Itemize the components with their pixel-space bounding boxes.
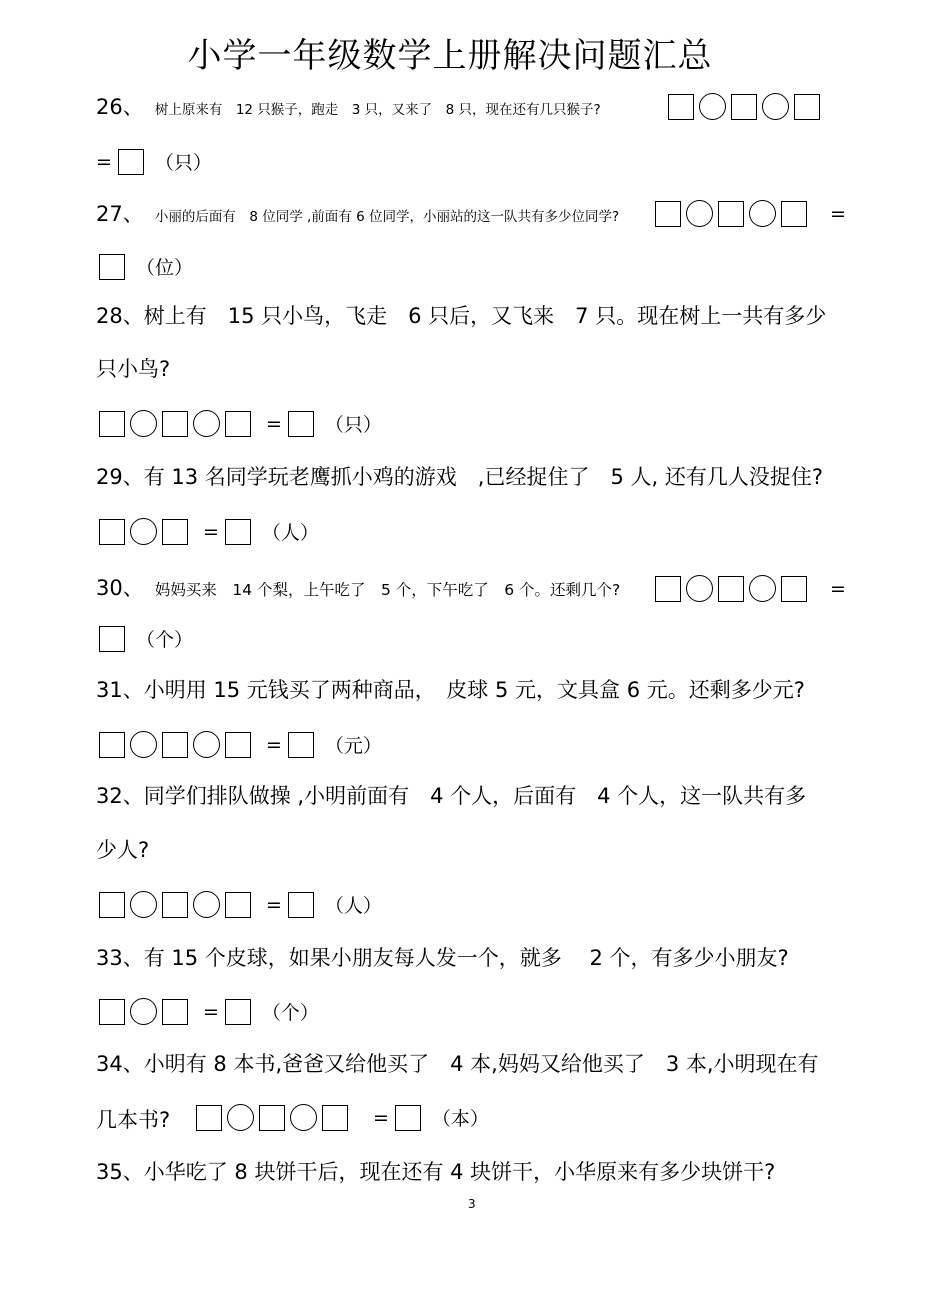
operator-circle[interactable] <box>130 518 157 545</box>
answer-box[interactable] <box>162 892 188 918</box>
equals-sign: = <box>830 577 846 600</box>
problem-number: 28、 <box>96 304 144 328</box>
problem-number: 27、 <box>96 202 144 226</box>
answer-box[interactable] <box>162 732 188 758</box>
problem-text: 几本书? <box>96 1108 171 1132</box>
problem-34-cont <box>96 1110 170 1131</box>
result-box[interactable] <box>99 626 125 652</box>
equals-sign: = <box>203 1000 219 1023</box>
equals-sign: = <box>830 202 846 225</box>
problem-26 <box>96 97 601 118</box>
operator-circle[interactable] <box>130 731 157 758</box>
problem-text: 有 13 名同学玩老鹰抓小鸡的游戏 ,已经捉住了 5 人, 还有几人没捉住? <box>143 465 824 489</box>
answer-box[interactable] <box>196 1105 222 1131</box>
operator-circle[interactable] <box>699 93 726 120</box>
equals-sign: = <box>266 412 282 435</box>
answer-box[interactable] <box>99 892 125 918</box>
answer-result-30 <box>99 625 193 652</box>
answer-box[interactable] <box>794 94 820 120</box>
answer-box[interactable] <box>655 201 681 227</box>
operator-circle[interactable] <box>130 410 157 437</box>
answer-template-26 <box>668 93 825 120</box>
operator-circle[interactable] <box>193 410 220 437</box>
problem-text: 同学们排队做操 ,小明前面有 4 个人，后面有 4 个人，这一队共有多 <box>143 784 807 808</box>
result-box[interactable] <box>99 254 125 280</box>
problem-number: 26、 <box>96 95 144 119</box>
problem-34 <box>96 1054 819 1075</box>
problem-number: 30、 <box>96 576 144 600</box>
result-box[interactable] <box>118 149 144 175</box>
unit-label: （只） <box>324 414 382 436</box>
answer-box[interactable] <box>225 411 251 437</box>
problem-text: 妈妈买来 14 个梨，上午吃了 5 个，下午吃了 6 个。还剩几个? <box>154 581 621 599</box>
problem-27 <box>96 204 619 225</box>
problem-30 <box>96 578 620 599</box>
answer-template-28 <box>99 410 382 437</box>
problem-number: 33、 <box>96 946 144 970</box>
answer-template-29 <box>99 518 319 545</box>
problem-text: 树上原来有 12 只猴子，跑走 3 只，又来了 8 只，现在还有几只猴子? <box>154 102 601 118</box>
operator-circle[interactable] <box>227 1104 254 1131</box>
problem-number: 29、 <box>96 465 144 489</box>
unit-label: （元） <box>324 735 382 757</box>
answer-box[interactable] <box>718 576 744 602</box>
answer-box[interactable] <box>655 576 681 602</box>
problem-32-cont <box>96 840 149 861</box>
answer-box[interactable] <box>668 94 694 120</box>
problem-text: 小丽的后面有 8 位同学 ,前面有 6 位同学，小丽站的这一队共有多少位同学? <box>154 209 620 225</box>
answer-box[interactable] <box>162 999 188 1025</box>
answer-result-27 <box>99 253 193 280</box>
unit-label: （本） <box>431 1108 489 1130</box>
operator-circle[interactable] <box>686 575 713 602</box>
equals-sign: = <box>96 150 112 173</box>
result-box[interactable] <box>288 732 314 758</box>
problem-32 <box>96 786 806 807</box>
answer-result-26 <box>96 148 212 175</box>
problem-31 <box>96 680 805 701</box>
answer-box[interactable] <box>781 576 807 602</box>
answer-box[interactable] <box>322 1105 348 1131</box>
operator-circle[interactable] <box>762 93 789 120</box>
problem-text: 有 15 个皮球，如果小朋友每人发一个，就多 2 个，有多少小朋友? <box>143 946 789 970</box>
problem-text: 小明有 8 本书,爸爸又给他买了 4 本,妈妈又给他买了 3 本,小明现在有 <box>143 1052 819 1076</box>
answer-template-31 <box>99 731 382 758</box>
operator-circle[interactable] <box>749 200 776 227</box>
unit-label: （个） <box>136 629 194 651</box>
problem-28-cont <box>96 359 170 380</box>
result-box[interactable] <box>225 999 251 1025</box>
problem-33 <box>96 948 789 969</box>
answer-box[interactable] <box>162 519 188 545</box>
problem-number: 35、 <box>96 1160 144 1184</box>
answer-template-30 <box>655 575 852 602</box>
answer-box[interactable] <box>99 999 125 1025</box>
problem-text: 小明用 15 元钱买了两种商品， 皮球 5 元，文具盒 6 元。还剩多少元? <box>143 678 805 702</box>
result-box[interactable] <box>288 411 314 437</box>
unit-label: （位） <box>136 257 194 279</box>
answer-box[interactable] <box>259 1105 285 1131</box>
problem-text: 少人? <box>96 838 150 862</box>
problem-text: 只小鸟? <box>96 357 171 381</box>
problem-text: 小华吃了 8 块饼干后，现在还有 4 块饼干，小华原来有多少块饼干? <box>143 1160 776 1184</box>
answer-box[interactable] <box>731 94 757 120</box>
answer-box[interactable] <box>99 411 125 437</box>
problem-number: 34、 <box>96 1052 144 1076</box>
unit-label: （个） <box>261 1002 319 1024</box>
answer-template-32 <box>99 891 382 918</box>
result-box[interactable] <box>225 519 251 545</box>
unit-label: （人） <box>261 522 319 544</box>
result-box[interactable] <box>395 1105 421 1131</box>
answer-box[interactable] <box>781 201 807 227</box>
unit-label: （人） <box>324 895 382 917</box>
answer-template-33 <box>99 998 319 1025</box>
unit-label: （只） <box>154 152 212 174</box>
answer-box[interactable] <box>225 732 251 758</box>
problem-number: 31、 <box>96 678 144 702</box>
answer-box[interactable] <box>718 201 744 227</box>
problem-text: 树上有 15 只小鸟，飞走 6 只后，又飞来 7 只。现在树上一共有多少 <box>143 304 827 328</box>
problem-number: 32、 <box>96 784 144 808</box>
answer-box[interactable] <box>99 732 125 758</box>
answer-template-34 <box>196 1104 489 1131</box>
operator-circle[interactable] <box>686 200 713 227</box>
operator-circle[interactable] <box>193 891 220 918</box>
equals-sign: = <box>266 893 282 916</box>
result-box[interactable] <box>288 892 314 918</box>
operator-circle[interactable] <box>749 575 776 602</box>
equals-sign: = <box>203 520 219 543</box>
answer-box[interactable] <box>99 519 125 545</box>
page-number: 3 <box>468 1197 476 1211</box>
operator-circle[interactable] <box>290 1104 317 1131</box>
page-title: 小学一年级数学上册解决问题汇总 <box>187 36 713 76</box>
operator-circle[interactable] <box>130 891 157 918</box>
equals-sign: = <box>373 1106 389 1129</box>
answer-template-27 <box>655 200 852 227</box>
equals-sign: = <box>266 733 282 756</box>
problem-29 <box>96 467 823 488</box>
operator-circle[interactable] <box>193 731 220 758</box>
problem-35 <box>96 1162 775 1183</box>
answer-box[interactable] <box>225 892 251 918</box>
operator-circle[interactable] <box>130 998 157 1025</box>
answer-box[interactable] <box>162 411 188 437</box>
problem-28 <box>96 306 826 327</box>
